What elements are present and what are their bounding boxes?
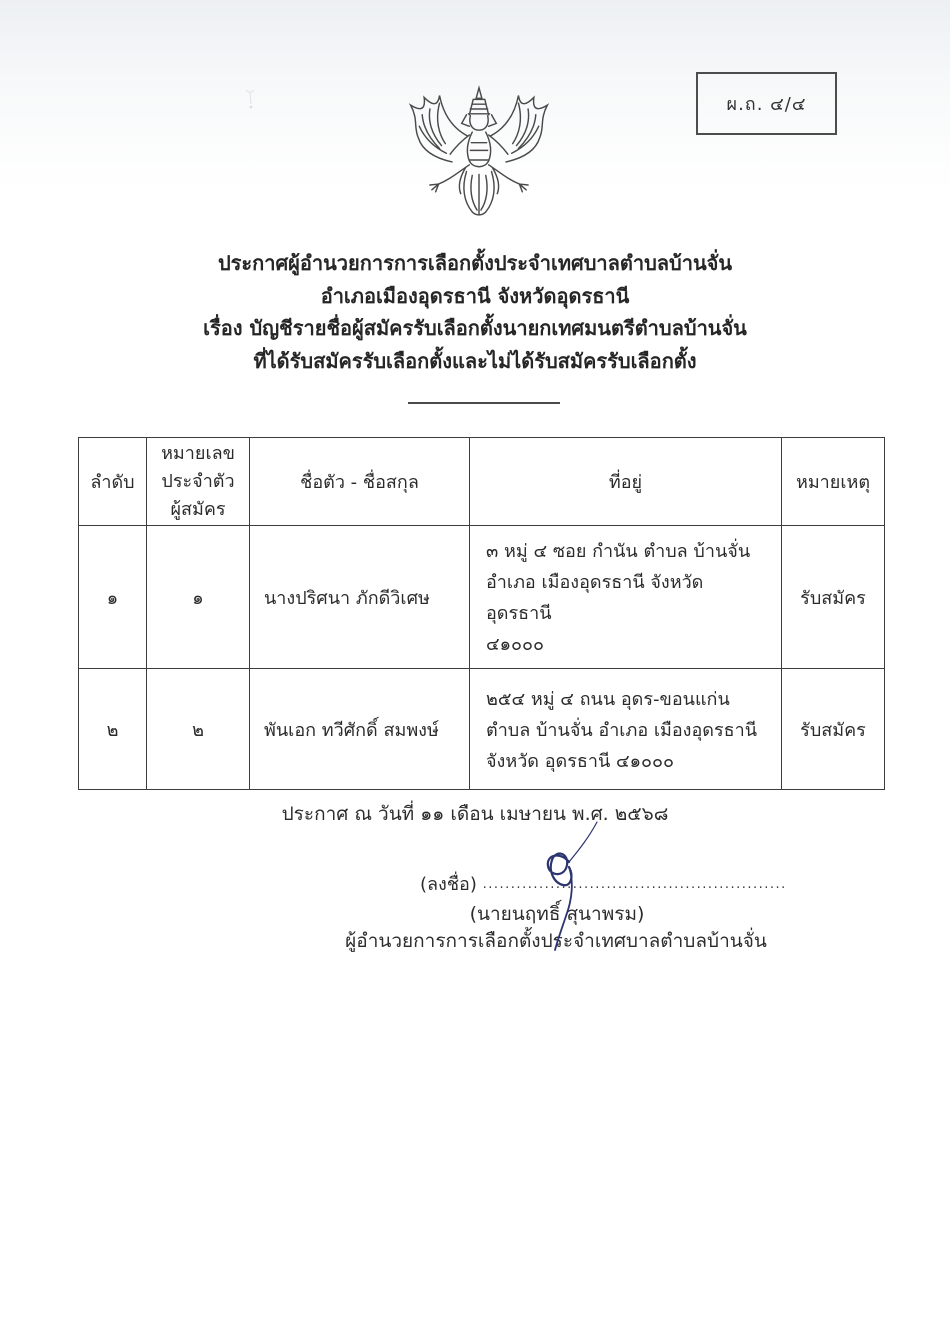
table-row [79,669,885,790]
address-line: ๒๕๔ หมู่ ๔ ถนน อุดร-ขอนแก่น [486,688,730,710]
garuda-emblem-icon [402,83,556,237]
cell-name: นางปริศนา ภักดีวิเศษ [250,526,470,669]
signer-name: (นายนฤทธิ์ สุนาพรม) [469,903,645,925]
candidate-table [78,437,885,790]
header-remark: หมายเหตุ [782,438,885,526]
address-line: ตำบล บ้านจั่น อำเภอ เมืองอุดรธานี [486,719,758,741]
announcement-date: ประกาศ ณ วันที่ ๑๑ เดือน เมษายน พ.ศ. ๒๕๖๘ [281,803,669,825]
header-name: ชื่อตัว - ชื่อสกุล [250,438,470,526]
title-line-2: อำเภอเมืองอุดรธานี จังหวัดอุดรธานี [320,283,630,308]
header-number-line1: หมายเลข [161,442,235,464]
address-line: ๔๑๐๐๐ [486,634,545,655]
signer-position: ผู้อำนวยการการเลือกตั้งประจำเทศบาลตำบลบ้านจั่น [345,930,767,952]
cell-order: ๑ [79,526,147,669]
title-divider-line [408,402,560,404]
cell-number: ๑ [147,526,250,669]
cell-address [470,526,782,669]
form-code-box [696,72,837,135]
cell-order: ๒ [79,669,147,790]
signature-line [420,869,787,898]
sign-label: (ลงชื่อ) [420,874,477,895]
cell-remark: รับสมัคร [782,669,885,790]
title-line-3: เรื่อง บัญชีรายชื่อผู้สมัครรับเลือกตั้งนายกเทศมนตรีตำบลบ้านจั่น [203,316,747,340]
table-row [79,526,885,669]
address-line: อำเภอ เมืองอุดรธานี จังหวัด อุดรธานี [486,572,704,624]
cell-number: ๒ [147,669,250,790]
header-candidate-number [147,438,250,526]
table-header-row [79,438,885,526]
form-code-label: ผ.ถ. ๔/๔ [726,94,807,115]
address-line: จังหวัด อุดรธานี ๔๑๐๐๐ [486,750,675,772]
header-address: ที่อยู่ [470,438,782,526]
header-number-line3: ผู้สมัคร [170,498,226,520]
address-line: ๓ หมู่ ๔ ซอย กำนัน ตำบล บ้านจั่น [486,541,751,562]
cell-name: พันเอก ทวีศักดิ์ สมพงษ์ [250,669,470,790]
title-line-4: ที่ได้รับสมัครรับเลือกตั้งและไม่ได้รับสมัครรับเลือกตั้ง [253,348,697,373]
header-order: ลำดับ [79,438,147,526]
header-number-line2: ประจำตัว [161,470,235,492]
document-title [0,247,950,377]
scan-artifact-speck [243,88,257,114]
title-line-1: ประกาศผู้อำนวยการการเลือกตั้งประจำเทศบาลตำบลบ้านจั่น [217,251,733,275]
cell-remark: รับสมัคร [782,526,885,669]
cell-address [470,669,782,790]
signature-dotted-line: ...................................................... [482,877,787,892]
